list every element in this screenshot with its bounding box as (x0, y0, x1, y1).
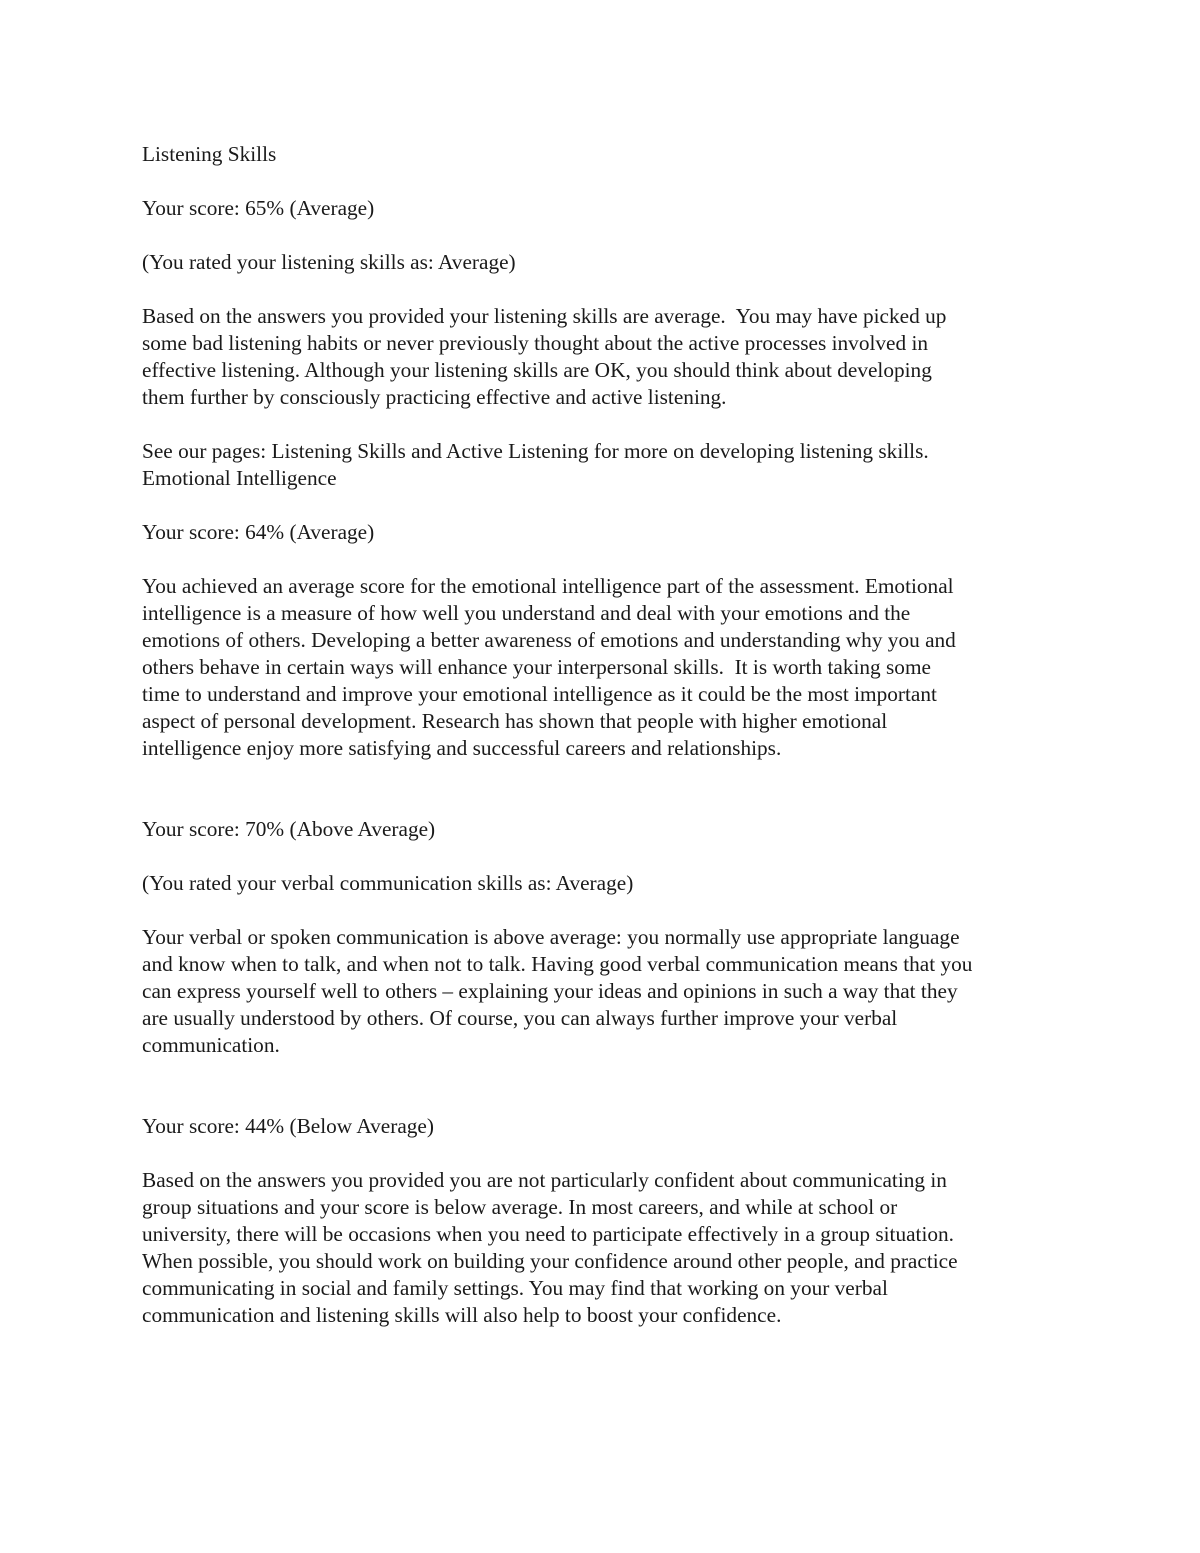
paragraph-line: others behave in certain ways will enhance your interpersonal skills. It is worth taking some (142, 655, 931, 679)
paragraph-line: time to understand and improve your emotional intelligence as it could be the most important (142, 682, 937, 706)
emotional-heading: Emotional Intelligence (142, 466, 337, 490)
paragraph-line: university, there will be occasions when you need to participate effectively in a group situation. (142, 1222, 954, 1246)
paragraph-line: You achieved an average score for the emotional intelligence part of the assessment. Emotional (142, 574, 954, 598)
listening-paragraph (142, 303, 1077, 411)
spacer (142, 789, 1077, 816)
paragraph-line: and know when to talk, and when not to talk. Having good verbal communication means that you (142, 952, 973, 976)
paragraph-line: communication and listening skills will also help to boost your confidence. (142, 1303, 782, 1327)
paragraph-line: When possible, you should work on building your confidence around other people, and practice (142, 1249, 958, 1273)
paragraph-line: them further by consciously practicing effective and active listening. (142, 385, 727, 409)
paragraph-line: intelligence is a measure of how well you understand and deal with your emotions and the (142, 601, 911, 625)
paragraph-line: Your verbal or spoken communication is above average: you normally use appropriate language (142, 925, 960, 949)
paragraph-line: emotions of others. Developing a better awareness of emotions and understanding why you and (142, 628, 956, 652)
spacer (142, 1086, 1077, 1113)
paragraph-line: Based on the answers you provided your listening skills are average. You may have picked up (142, 304, 947, 328)
listening-self-rating: (You rated your listening skills as: Average) (142, 250, 516, 274)
emotional-score: Your score: 64% (Average) (142, 520, 375, 544)
verbal-self-rating: (You rated your verbal communication skills as: Average) (142, 871, 634, 895)
listening-score: Your score: 65% (Average) (142, 196, 375, 220)
emotional-paragraph (142, 573, 1077, 762)
paragraph-line: group situations and your score is below average. In most careers, and while at school or (142, 1195, 898, 1219)
paragraph-line: Based on the answers you provided you are not particularly confident about communicating in (142, 1168, 947, 1192)
listening-see-also: See our pages: Listening Skills and Active Listening for more on developing listening skills. (142, 439, 929, 463)
paragraph-line: intelligence enjoy more satisfying and successful careers and relationships. (142, 736, 782, 760)
group-paragraph (142, 1167, 1077, 1329)
paragraph-line: communication. (142, 1033, 280, 1057)
document-page (142, 141, 1077, 1356)
paragraph-line: effective listening. Although your listening skills are OK, you should think about developing (142, 358, 932, 382)
paragraph-line: communicating in social and family settings. You may find that working on your verbal (142, 1276, 888, 1300)
document-title: Listening Skills (142, 142, 277, 166)
paragraph-line: some bad listening habits or never previously thought about the active processes involved in (142, 331, 929, 355)
paragraph-line: aspect of personal development. Research has shown that people with higher emotional (142, 709, 888, 733)
verbal-score: Your score: 70% (Above Average) (142, 817, 436, 841)
paragraph-line: are usually understood by others. Of course, you can always further improve your verbal (142, 1006, 898, 1030)
verbal-paragraph (142, 924, 1077, 1059)
paragraph-line: can express yourself well to others – explaining your ideas and opinions in such a way that they (142, 979, 958, 1003)
group-score: Your score: 44% (Below Average) (142, 1114, 434, 1138)
